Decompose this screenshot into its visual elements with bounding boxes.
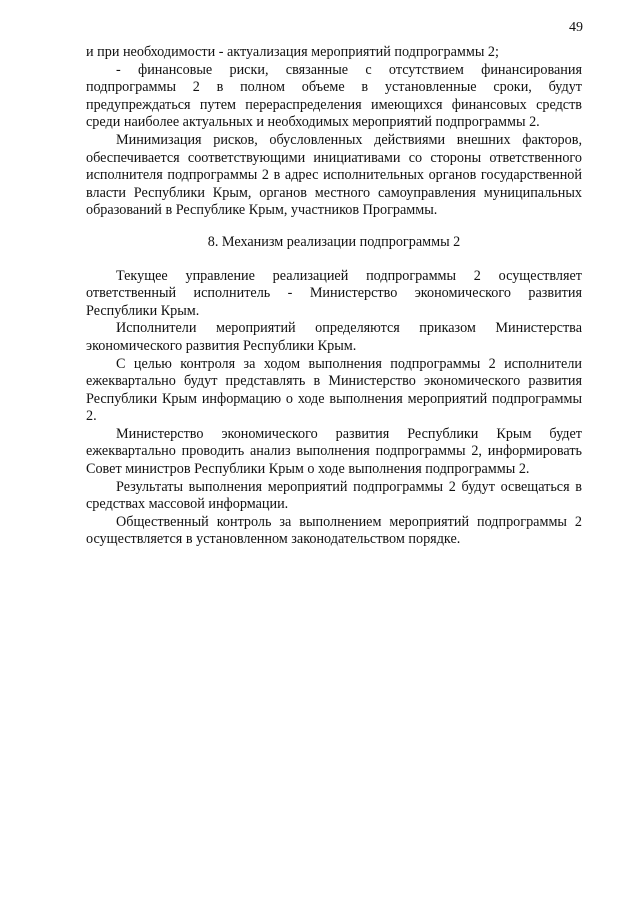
page-number: 49 (569, 20, 583, 35)
paragraph-financial-risks: - финансовые риски, связанные с отсутствием финансирования подпрограммы 2 в полном объеме в установленные сроки, будут предупреждаться путем перераспределения имеющихся финансовых средств среди наиболее актуальных и необходимых мероприятий подпрограммы 2. (86, 61, 582, 131)
paragraph-continuation: и при необходимости - актуализация мероприятий подпрограммы 2; (86, 44, 499, 60)
paragraph-media-coverage: Результаты выполнения мероприятий подпрограммы 2 будут освещаться в средствах массовой информации. (86, 478, 582, 513)
paragraph-executors: Исполнители мероприятий определяются приказом Министерства экономического развития Республики Крым. (86, 320, 582, 354)
document-body (86, 44, 582, 549)
paragraph-control-reporting: С целью контроля за ходом выполнения подпрограммы 2 исполнители ежеквартально будут представлять в Министерство экономического развития Республики Крым информацию о ходе выполнения мероприятий подпрограммы 2. (86, 355, 582, 425)
paragraph-risk-minimization: Минимизация рисков, обусловленных действиями внешних факторов, обеспечивается соответствующими инициативами со стороны ответственного исполнителя подпрограммы 2 в адрес исполнительных органов государственной власти Республики Крым, органов местного самоуправления муниципальных образований в Республике Крым, участников Программы. (86, 131, 582, 219)
section-heading: 8. Механизм реализации подпрограммы 2 (207, 233, 461, 250)
paragraph-current-management: Текущее управление реализацией подпрограммы 2 осуществляет ответственный исполнитель - Министерство экономического развития Республики Крым. (86, 267, 582, 319)
paragraph-public-control: Общественный контроль за выполнением мероприятий подпрограммы 2 осуществляется в установленном законодательством порядке. (86, 513, 582, 548)
paragraph-ministry-analysis: Министерство экономического развития Республики Крым будет ежеквартально проводить анализ выполнения подпрограммы 2, информировать Совет министров Республики Крым о ходе выполнения подпрограммы 2. (86, 425, 582, 478)
